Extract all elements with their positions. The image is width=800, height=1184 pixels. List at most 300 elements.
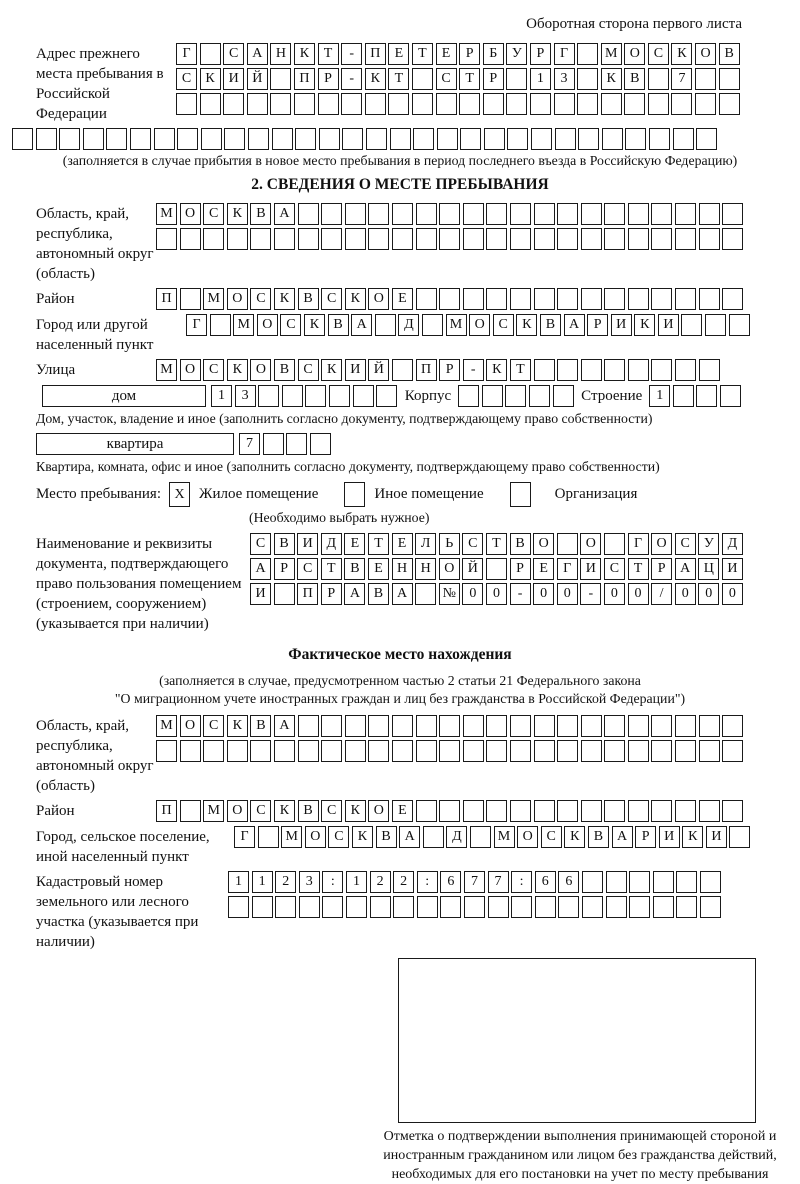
char-cell[interactable] [412,93,433,115]
char-cell[interactable]: Р [274,558,295,580]
char-cell[interactable]: А [344,583,365,605]
char-cell[interactable]: К [345,800,366,822]
char-cell[interactable] [439,288,460,310]
char-cell[interactable]: Р [483,68,504,90]
char-cell[interactable] [699,715,720,737]
char-cell[interactable]: Е [388,43,409,65]
char-cell[interactable] [486,558,507,580]
char-cell[interactable] [506,68,527,90]
char-cell[interactable] [342,128,363,150]
char-cell[interactable] [200,43,221,65]
char-cell[interactable] [258,385,279,407]
char-cell[interactable]: - [463,359,484,381]
char-cell[interactable] [298,740,319,762]
char-cell[interactable] [729,826,750,848]
char-cell[interactable] [227,740,248,762]
char-cell[interactable] [673,385,694,407]
char-cell[interactable] [322,896,343,918]
char-cell[interactable] [578,128,599,150]
confirmation-mark-box[interactable] [398,958,756,1123]
char-cell[interactable] [250,740,271,762]
char-cell[interactable] [722,228,743,250]
char-cell[interactable] [274,740,295,762]
char-cell[interactable] [604,288,625,310]
char-cell[interactable] [176,93,197,115]
char-cell[interactable]: М [156,203,177,225]
char-cell[interactable] [604,533,625,555]
char-cell[interactable]: О [250,359,271,381]
kvartira-box[interactable]: квартира [36,433,234,455]
char-cell[interactable] [203,740,224,762]
char-cell[interactable] [368,203,389,225]
char-cell[interactable]: Т [486,533,507,555]
char-cell[interactable]: М [601,43,622,65]
char-cell[interactable] [483,93,504,115]
char-cell[interactable]: В [719,43,740,65]
char-cell[interactable]: С [176,68,197,90]
char-cell[interactable] [416,800,437,822]
char-cell[interactable] [510,800,531,822]
char-cell[interactable] [180,288,201,310]
char-cell[interactable] [681,314,702,336]
char-cell[interactable] [250,228,271,250]
char-cell[interactable]: - [341,43,362,65]
char-cell[interactable] [722,800,743,822]
char-cell[interactable]: И [659,826,680,848]
char-cell[interactable]: - [510,583,531,605]
char-cell[interactable]: И [345,359,366,381]
char-cell[interactable]: Л [415,533,436,555]
char-cell[interactable] [675,359,696,381]
char-cell[interactable] [628,359,649,381]
char-cell[interactable]: 1 [211,385,232,407]
char-cell[interactable] [628,715,649,737]
char-cell[interactable] [507,128,528,150]
char-cell[interactable]: Й [368,359,389,381]
char-cell[interactable] [602,128,623,150]
char-cell[interactable]: И [658,314,679,336]
char-cell[interactable] [463,228,484,250]
char-cell[interactable] [488,896,509,918]
char-cell[interactable] [412,68,433,90]
char-cell[interactable]: Т [318,43,339,65]
char-cell[interactable]: О [580,533,601,555]
char-cell[interactable] [486,203,507,225]
char-cell[interactable]: А [274,203,295,225]
char-cell[interactable]: : [322,871,343,893]
char-cell[interactable]: И [580,558,601,580]
char-cell[interactable] [180,228,201,250]
char-cell[interactable] [228,896,249,918]
char-cell[interactable]: В [510,533,531,555]
char-cell[interactable] [699,288,720,310]
char-cell[interactable] [270,68,291,90]
char-cell[interactable]: В [376,826,397,848]
char-cell[interactable] [651,203,672,225]
char-cell[interactable] [699,203,720,225]
char-cell[interactable]: И [223,68,244,90]
char-cell[interactable]: Н [415,558,436,580]
char-cell[interactable] [581,715,602,737]
char-cell[interactable]: М [203,288,224,310]
char-cell[interactable]: А [564,314,585,336]
char-cell[interactable] [272,128,293,150]
char-cell[interactable] [248,128,269,150]
char-cell[interactable] [699,228,720,250]
char-cell[interactable] [345,228,366,250]
char-cell[interactable]: П [416,359,437,381]
char-cell[interactable]: А [274,715,295,737]
char-cell[interactable] [463,288,484,310]
char-cell[interactable] [463,740,484,762]
char-cell[interactable]: 6 [535,871,556,893]
char-cell[interactable]: Ь [439,533,460,555]
char-cell[interactable]: К [365,68,386,90]
char-cell[interactable] [510,288,531,310]
char-cell[interactable] [510,740,531,762]
char-cell[interactable] [695,68,716,90]
char-cell[interactable]: Г [234,826,255,848]
char-cell[interactable] [629,871,650,893]
char-cell[interactable] [486,228,507,250]
char-cell[interactable] [375,314,396,336]
char-cell[interactable]: О [533,533,554,555]
char-cell[interactable] [416,288,437,310]
char-cell[interactable]: Е [533,558,554,580]
char-cell[interactable]: Т [459,68,480,90]
char-cell[interactable] [581,740,602,762]
char-cell[interactable] [319,128,340,150]
char-cell[interactable] [416,740,437,762]
organizatsiya-checkbox[interactable] [510,482,531,507]
char-cell[interactable] [628,800,649,822]
char-cell[interactable]: Д [321,533,342,555]
char-cell[interactable] [604,715,625,737]
char-cell[interactable]: С [203,359,224,381]
char-cell[interactable] [582,896,603,918]
char-cell[interactable] [628,740,649,762]
char-cell[interactable]: Г [628,533,649,555]
char-cell[interactable] [486,800,507,822]
char-cell[interactable] [258,826,279,848]
char-cell[interactable]: 0 [604,583,625,605]
char-cell[interactable] [388,93,409,115]
char-cell[interactable] [439,800,460,822]
char-cell[interactable]: К [564,826,585,848]
char-cell[interactable]: К [274,288,295,310]
char-cell[interactable] [648,68,669,90]
char-cell[interactable] [12,128,33,150]
char-cell[interactable]: О [517,826,538,848]
char-cell[interactable]: К [634,314,655,336]
char-cell[interactable]: С [223,43,244,65]
char-cell[interactable]: 7 [671,68,692,90]
char-cell[interactable] [557,288,578,310]
char-cell[interactable] [392,740,413,762]
char-cell[interactable] [298,203,319,225]
char-cell[interactable]: П [297,583,318,605]
char-cell[interactable] [392,359,413,381]
char-cell[interactable]: С [203,715,224,737]
char-cell[interactable] [675,288,696,310]
char-cell[interactable] [274,583,295,605]
char-cell[interactable] [106,128,127,150]
char-cell[interactable]: В [274,359,295,381]
char-cell[interactable] [534,203,555,225]
char-cell[interactable] [555,128,576,150]
char-cell[interactable]: К [321,359,342,381]
char-cell[interactable] [460,128,481,150]
char-cell[interactable]: О [180,359,201,381]
char-cell[interactable] [699,800,720,822]
char-cell[interactable]: 3 [554,68,575,90]
char-cell[interactable] [484,128,505,150]
char-cell[interactable]: Г [186,314,207,336]
char-cell[interactable]: Д [722,533,743,555]
char-cell[interactable] [437,128,458,150]
char-cell[interactable] [722,288,743,310]
char-cell[interactable]: П [294,68,315,90]
char-cell[interactable]: Р [459,43,480,65]
char-cell[interactable] [554,93,575,115]
char-cell[interactable]: К [352,826,373,848]
char-cell[interactable] [628,203,649,225]
char-cell[interactable] [321,715,342,737]
char-cell[interactable]: 1 [649,385,670,407]
char-cell[interactable]: Й [247,68,268,90]
char-cell[interactable] [696,128,717,150]
char-cell[interactable] [671,93,692,115]
char-cell[interactable]: О [368,800,389,822]
char-cell[interactable] [486,740,507,762]
char-cell[interactable] [651,228,672,250]
char-cell[interactable]: / [651,583,672,605]
char-cell[interactable]: В [298,800,319,822]
char-cell[interactable] [156,228,177,250]
char-cell[interactable]: У [698,533,719,555]
char-cell[interactable]: 0 [486,583,507,605]
char-cell[interactable]: № [439,583,460,605]
char-cell[interactable] [482,385,503,407]
char-cell[interactable]: С [297,558,318,580]
char-cell[interactable]: 2 [275,871,296,893]
char-cell[interactable] [577,43,598,65]
char-cell[interactable] [653,896,674,918]
char-cell[interactable] [529,385,550,407]
char-cell[interactable]: Е [368,558,389,580]
char-cell[interactable]: О [180,203,201,225]
char-cell[interactable] [392,715,413,737]
char-cell[interactable]: С [250,800,271,822]
char-cell[interactable] [675,228,696,250]
char-cell[interactable]: П [365,43,386,65]
char-cell[interactable] [557,359,578,381]
char-cell[interactable]: М [233,314,254,336]
char-cell[interactable] [651,740,672,762]
char-cell[interactable] [247,93,268,115]
char-cell[interactable]: О [624,43,645,65]
char-cell[interactable]: Ц [698,558,719,580]
char-cell[interactable] [700,896,721,918]
char-cell[interactable] [416,715,437,737]
char-cell[interactable] [675,715,696,737]
char-cell[interactable] [604,203,625,225]
char-cell[interactable] [729,314,750,336]
char-cell[interactable]: 7 [464,871,485,893]
char-cell[interactable]: В [274,533,295,555]
char-cell[interactable]: А [675,558,696,580]
char-cell[interactable] [464,896,485,918]
char-cell[interactable] [299,896,320,918]
char-cell[interactable] [534,228,555,250]
char-cell[interactable]: 1 [228,871,249,893]
char-cell[interactable] [210,314,231,336]
char-cell[interactable] [505,385,526,407]
char-cell[interactable]: К [516,314,537,336]
char-cell[interactable] [436,93,457,115]
char-cell[interactable] [180,800,201,822]
char-cell[interactable]: О [695,43,716,65]
char-cell[interactable] [530,93,551,115]
char-cell[interactable]: М [494,826,515,848]
char-cell[interactable] [624,93,645,115]
char-cell[interactable] [223,93,244,115]
char-cell[interactable] [310,433,331,455]
char-cell[interactable] [722,203,743,225]
char-cell[interactable] [345,715,366,737]
char-cell[interactable] [416,203,437,225]
char-cell[interactable]: К [671,43,692,65]
char-cell[interactable] [604,359,625,381]
char-cell[interactable]: 1 [530,68,551,90]
char-cell[interactable] [305,385,326,407]
char-cell[interactable] [368,228,389,250]
char-cell[interactable] [651,359,672,381]
char-cell[interactable] [625,128,646,150]
char-cell[interactable] [200,93,221,115]
char-cell[interactable]: В [328,314,349,336]
char-cell[interactable]: К [294,43,315,65]
char-cell[interactable]: Р [651,558,672,580]
char-cell[interactable] [366,128,387,150]
char-cell[interactable] [422,314,443,336]
char-cell[interactable] [416,228,437,250]
char-cell[interactable]: А [250,558,271,580]
char-cell[interactable] [154,128,175,150]
char-cell[interactable]: Е [436,43,457,65]
char-cell[interactable]: 2 [393,871,414,893]
char-cell[interactable] [700,871,721,893]
char-cell[interactable] [263,433,284,455]
char-cell[interactable] [439,203,460,225]
char-cell[interactable] [506,93,527,115]
char-cell[interactable] [606,871,627,893]
char-cell[interactable]: С [321,288,342,310]
char-cell[interactable]: Р [530,43,551,65]
char-cell[interactable] [274,228,295,250]
char-cell[interactable]: Г [176,43,197,65]
char-cell[interactable]: К [682,826,703,848]
char-cell[interactable]: С [203,203,224,225]
char-cell[interactable] [719,68,740,90]
char-cell[interactable]: С [493,314,514,336]
char-cell[interactable] [439,715,460,737]
zhiloe-checkbox[interactable]: X [169,482,190,507]
char-cell[interactable] [582,871,603,893]
char-cell[interactable]: К [345,288,366,310]
char-cell[interactable]: В [624,68,645,90]
char-cell[interactable]: 2 [370,871,391,893]
char-cell[interactable] [341,93,362,115]
char-cell[interactable] [282,385,303,407]
char-cell[interactable] [695,93,716,115]
char-cell[interactable]: С [250,533,271,555]
char-cell[interactable] [557,800,578,822]
char-cell[interactable] [510,715,531,737]
char-cell[interactable] [676,871,697,893]
char-cell[interactable]: И [297,533,318,555]
char-cell[interactable] [629,896,650,918]
char-cell[interactable] [699,740,720,762]
char-cell[interactable] [365,93,386,115]
char-cell[interactable]: И [250,583,271,605]
char-cell[interactable] [156,740,177,762]
char-cell[interactable] [534,288,555,310]
char-cell[interactable] [628,228,649,250]
char-cell[interactable]: П [156,288,177,310]
char-cell[interactable]: К [200,68,221,90]
char-cell[interactable] [675,203,696,225]
char-cell[interactable] [649,128,670,150]
char-cell[interactable]: О [469,314,490,336]
char-cell[interactable]: В [298,288,319,310]
char-cell[interactable] [286,433,307,455]
char-cell[interactable] [298,715,319,737]
char-cell[interactable]: 0 [675,583,696,605]
char-cell[interactable]: 7 [488,871,509,893]
char-cell[interactable] [201,128,222,150]
char-cell[interactable]: К [227,715,248,737]
char-cell[interactable] [376,385,397,407]
char-cell[interactable]: О [227,800,248,822]
char-cell[interactable]: К [304,314,325,336]
char-cell[interactable]: С [604,558,625,580]
char-cell[interactable] [604,228,625,250]
char-cell[interactable]: : [417,871,438,893]
char-cell[interactable] [270,93,291,115]
char-cell[interactable]: С [298,359,319,381]
char-cell[interactable]: У [506,43,527,65]
char-cell[interactable] [417,896,438,918]
char-cell[interactable]: Р [587,314,608,336]
char-cell[interactable] [705,314,726,336]
char-cell[interactable] [651,715,672,737]
char-cell[interactable] [581,359,602,381]
char-cell[interactable]: С [280,314,301,336]
char-cell[interactable]: А [392,583,413,605]
char-cell[interactable] [651,288,672,310]
char-cell[interactable]: С [675,533,696,555]
char-cell[interactable] [557,715,578,737]
char-cell[interactable] [353,385,374,407]
char-cell[interactable] [577,93,598,115]
char-cell[interactable] [440,896,461,918]
char-cell[interactable] [439,740,460,762]
char-cell[interactable] [581,228,602,250]
char-cell[interactable] [557,203,578,225]
char-cell[interactable] [227,228,248,250]
char-cell[interactable]: 1 [346,871,367,893]
